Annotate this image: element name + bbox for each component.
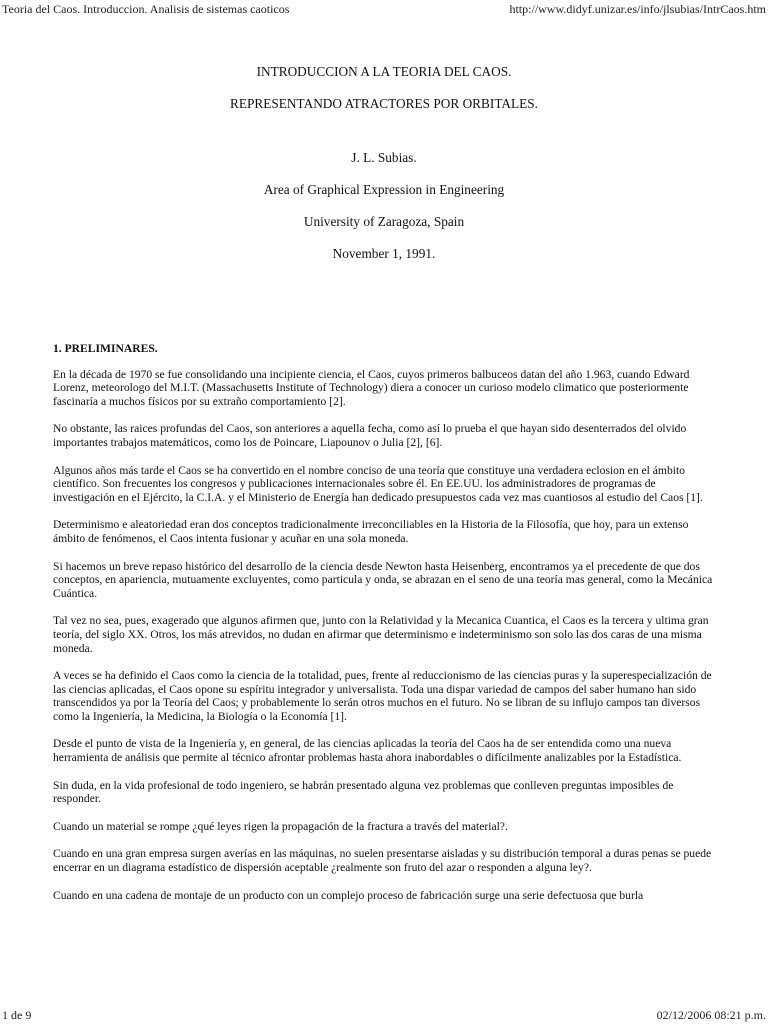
header-title: Teoria del Caos. Introduccion. Analisis de sistemas caoticos: [2, 2, 290, 16]
section-heading: 1. PRELIMINARES.: [53, 342, 158, 355]
paragraph: En la década de 1970 se fue consolidando una incipiente ciencia, el Caos, cuyos primeros balbuceos datan del año 1.963, cuando Edward Lorenz, meteorologo del M.I.T. (Massachusetts Institute of Technology) diera a conocer un curioso modelo climatico que posteriormente fascinaría a muchos físicos por su extraño comportamiento [2].: [53, 367, 690, 408]
document-body: [53, 342, 715, 916]
university: University of Zaragoza, Spain: [303, 214, 465, 229]
page-number: 1 de 9: [2, 1008, 32, 1022]
paragraph: Cuando un material se rompe ¿qué leyes rigen la propagación de la fractura a través del material?.: [53, 819, 508, 833]
header-url: http://www.didyf.unizar.es/info/jlsubias/IntrCaos.htm: [509, 2, 766, 16]
paragraph: Desde el punto de vista de la Ingeniería y, en general, de las ciencias aplicadas la teoría del Caos ha de ser entendida como una nueva herramienta de análisis que permite al técnico afrontar problemas hasta ahora inabordables o difícilmente analizables por la Estadística.: [53, 737, 682, 765]
document-title-block: [0, 56, 768, 270]
paragraph: No obstante, las raices profundas del Caos, son anteriores a aquella fecha, como así lo prueba el que hayan sido desenterrados del olvido importantes trabajos matemáticos, como los de Poincare, Liapounov o Julia [2], [6].: [53, 422, 687, 449]
title-spacer: [0, 120, 768, 142]
date: November 1, 1991.: [332, 246, 436, 261]
paragraph: Tal vez no sea, pues, exagerado que algunos afirmen que, junto con la Relatividad y la Mecanica Cuantica, el Caos es la tercera y ultima gran teoría, del siglo XX. Otros, los más atrevidos, no dudan en afirmar que determinismo e indeterminismo son solo las dos caras de una misma moneda.: [53, 614, 709, 655]
print-header: [0, 0, 768, 18]
paragraph: Determinismo e aleatoriedad eran dos conceptos tradicionalmente irreconciliables en la Historia de la Filosofía, que hoy, para un extenso ámbito de fenómenos, el Caos intenta fusionar y acuñar en una sola moneda.: [53, 518, 689, 545]
paragraph: Algunos años más tarde el Caos se ha convertido en el nombre conciso de una teoría que constituye una verdadera eclosion en el ámbito científico. Son frecuentes los congresos y publicaciones internacionales sobre él. En EE.UU. los administradores de programas de investigación en el Ejército, la C.I.A. y el Ministerio de Energía han dedicado presupuestos cada vez mas cuantiosos al estudio del Caos [1].: [53, 463, 703, 504]
title-line-1: INTRODUCCION A LA TEORIA DEL CAOS.: [256, 64, 512, 79]
paragraph: Sin duda, en la vida profesional de todo ingeniero, se habrán presentado alguna vez problemas que conlleven preguntas imposibles de responder.: [53, 778, 674, 806]
paragraph: Cuando en una gran empresa surgen averías en las máquinas, no suelen presentarse aisladas y su distribución temporal a duras penas se puede encerrar en un diagrama estadístico de dispersión aceptable ¿realmente son fruto del azar o responden a alguna ley?.: [53, 847, 712, 875]
affiliation: Area of Graphical Expression in Engineering: [263, 182, 505, 197]
paragraph: Si hacemos un breve repaso histórico del desarrollo de la ciencia desde Newton hasta Heisenberg, encontramos ya el precedente de que dos conceptos, en apariencia, mutuamente excluyentes, como particula y onda, se abrazan en el seno de una teoría mas general, como la Mecánica Cuántica.: [53, 559, 713, 600]
paragraph: Cuando en una cadena de montaje de un producto con un complejo proceso de fabricación surge una serie defectuosa que burla: [53, 888, 644, 902]
print-footer: [0, 1006, 768, 1024]
print-timestamp: 02/12/2006 08:21 p.m.: [656, 1008, 766, 1022]
paragraph: A veces se ha definido el Caos como la ciencia de la totalidad, pues, frente al reduccionismo de las ciencias puras y la superespecialización de las ciencias aplicadas, el Caos opone su espíritu integrador y universalista. Toda una dispar variedad de campos del saber humano han sido transcendidos ya por la Teoría del Caos; y probablemente lo serán otros muchos en el futuro. No se libran de su influjo campos tan diversos como la Ingeniería, la Medicina, la Biología o la Economía [1].: [53, 669, 712, 723]
author: J. L. Subias.: [351, 150, 417, 165]
title-line-2: REPRESENTANDO ATRACTORES POR ORBITALES.: [230, 96, 538, 111]
